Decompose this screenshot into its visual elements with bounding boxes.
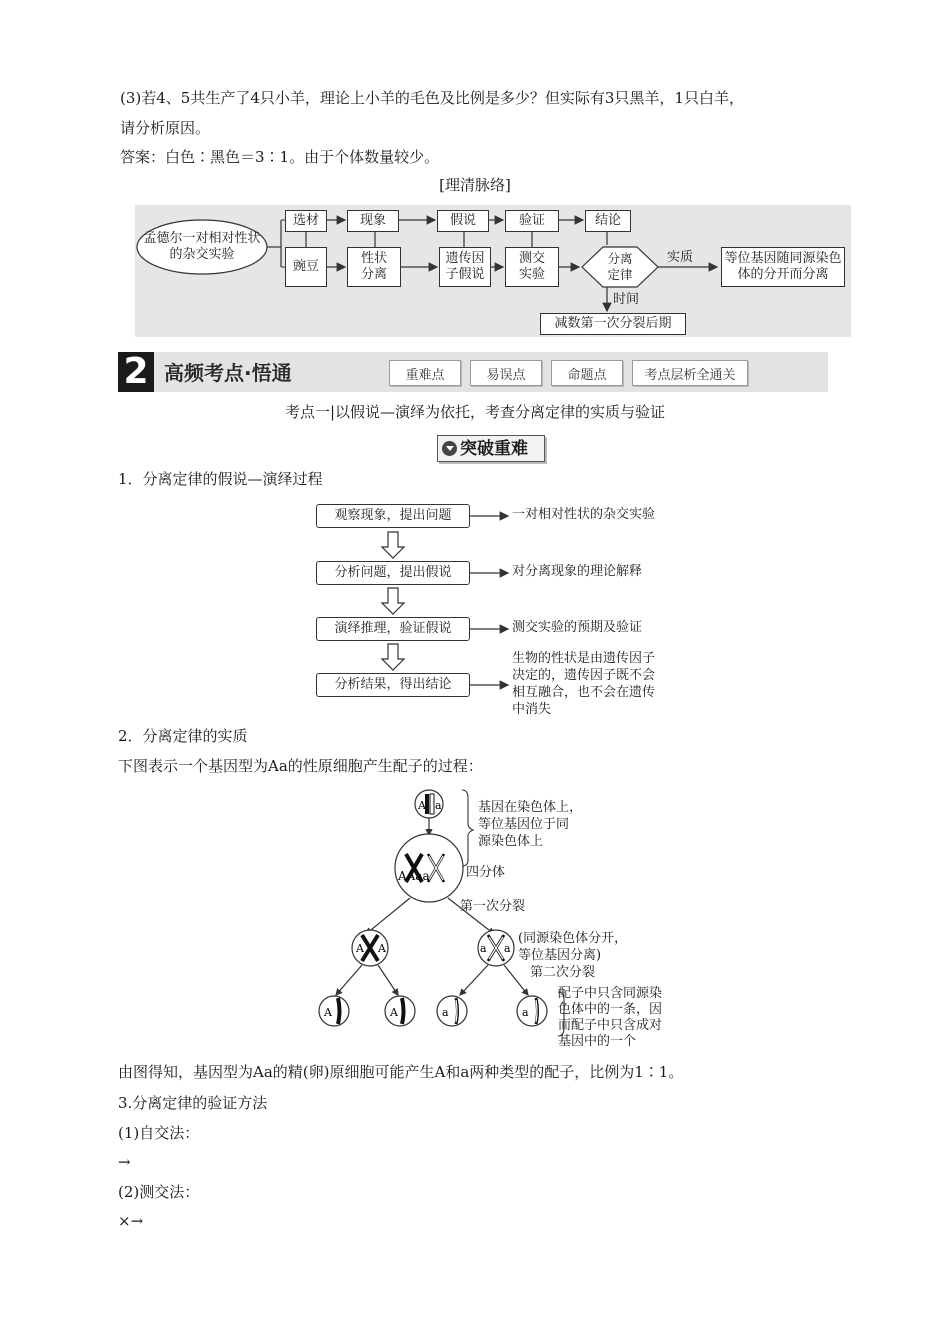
section-2-intro: 下图表示一个基因型为Aa的性原细胞产生配子的过程：: [118, 757, 483, 775]
section-2-conclusion: 由图得知，基因型为Aa的精(卵)原细胞可能产生A和a两种类型的配子，比例为1∶1。: [118, 1063, 684, 1081]
note-gamete-line-3: 而配子中只含成对: [558, 1018, 663, 1033]
step-conclusion-note-2: 决定的，遗传因子既不会: [512, 668, 656, 683]
step-deduction-box: 演绎推理，验证假说: [316, 617, 470, 641]
step-observe-box: 观察现象，提出问题: [316, 504, 470, 528]
overview-flowchart: [135, 205, 851, 337]
note-homologs-line-1: (同源染色体分开，: [518, 931, 628, 946]
method-selfing-label: (1)自交法：: [118, 1124, 200, 1142]
method-testcross-scheme: ×→: [118, 1212, 144, 1230]
step-conclusion-note-1: 生物的性状是由遗传因子: [512, 651, 656, 666]
hypothesis-deduction-connectors: [0, 495, 950, 725]
note-genes-line-3: 源染色体上: [478, 834, 544, 849]
method-selfing-scheme: →: [118, 1153, 131, 1171]
method-testcross-label: (2)测交法：: [118, 1183, 200, 1201]
overview-essence-box: 等位基因随同源染色体的分开而分离: [721, 247, 845, 287]
cell-right-gene-1: a: [480, 942, 487, 955]
overview-start-label: 孟德尔一对相对性状的杂交实验: [143, 231, 261, 262]
gamete-3-gene: a: [442, 1006, 449, 1019]
gamete-2: [385, 996, 415, 1026]
gamete-1: [319, 996, 349, 1026]
section-3-title: 3.分离定律的验证方法: [118, 1094, 268, 1112]
note-genes-line-2: 等位基因位于同: [478, 817, 570, 832]
cell-left-gene-2: A: [378, 942, 386, 955]
topic-title: 考点一|以假说—演绎为依托，考查分离定律的实质与验证: [284, 403, 666, 421]
step-observe-note: 一对相对性状的杂交实验: [512, 507, 656, 522]
tetrad-cell: [395, 834, 463, 902]
note-genes-line-1: 基因在染色体上，: [478, 800, 583, 815]
step-hypothesis-box: 分析问题，提出假说: [316, 561, 470, 585]
overview-step-1: 选材: [285, 210, 327, 232]
gamete-3: [437, 996, 467, 1026]
overview-step-2: 现象: [347, 210, 399, 232]
gamete-4: [517, 996, 547, 1026]
tab-exam-points[interactable]: 命题点: [551, 360, 623, 386]
overview-heading: [理清脉络]: [439, 176, 511, 194]
cell-right-gene-2: a: [504, 942, 511, 955]
overview-time-box: 减数第一次分裂后期: [540, 313, 686, 335]
tetrad-genes: AAaa: [398, 869, 430, 883]
overview-essence-label: 实质: [667, 250, 694, 265]
question-3-answer: 答案：白色∶黑色＝3∶1。由于个体数量较少。: [120, 148, 440, 166]
step-hypothesis-note: 对分离现象的理论解释: [512, 564, 643, 579]
question-3-line-2: 请分析原因。: [120, 119, 211, 137]
gamete-2-gene: A: [390, 1006, 398, 1019]
overview-step-5: 结论: [585, 210, 631, 232]
topic-badge: [437, 435, 545, 462]
tab-full-analysis[interactable]: 考点层析全通关: [632, 360, 748, 386]
cell-after-division-1-right: [478, 930, 514, 966]
gamete-4-gene: a: [522, 1006, 529, 1019]
banner-number: 2: [118, 352, 154, 392]
section-1-title: 1．分离定律的假说—演绎过程: [118, 470, 323, 488]
step-conclusion-box: 分析结果，得出结论: [316, 673, 470, 697]
step-conclusion-note-4: 中消失: [512, 702, 552, 717]
tab-key-difficulty[interactable]: 重难点: [389, 360, 461, 386]
parent-gene-A: A: [418, 799, 426, 812]
cell-after-division-1-left: [352, 930, 388, 966]
overview-step-3: 假说: [437, 210, 489, 232]
note-gamete-line-2: 色体中的一条，因: [558, 1002, 663, 1017]
overview-time-label: 时间: [613, 292, 640, 307]
parent-gene-a: a: [435, 799, 442, 812]
overview-detail-testcross: 测交实验: [505, 247, 559, 287]
tab-common-mistakes[interactable]: 易误点: [470, 360, 542, 386]
badge-label: 突破重难: [460, 439, 528, 459]
section-2-title: 2．分离定律的实质: [118, 727, 248, 745]
note-homologs-line-2: 等位基因分离): [518, 948, 602, 963]
step-deduction-note: 测交实验的预期及验证: [512, 620, 643, 635]
overview-detail-pea: 豌豆: [285, 247, 327, 287]
cell-left-gene-1: A: [356, 942, 364, 955]
banner-title: 高频考点·悟通: [164, 361, 292, 385]
question-3-line-1: (3)若4、5共生产了4只小羊，理论上小羊的毛色及比例是多少？但实际有3只黑羊，1只白羊，: [120, 89, 744, 107]
overview-detail-segregation: 性状分离: [347, 247, 401, 287]
overview-step-4: 验证: [505, 210, 559, 232]
note-gamete-line-4: 基因中的一个: [558, 1034, 637, 1049]
meiosis-diagram: [0, 780, 950, 1060]
overview-detail-law: 分离定律: [607, 251, 633, 282]
parent-cell: [415, 790, 443, 818]
second-division-label: 第二次分裂: [530, 965, 596, 980]
gamete-1-gene: A: [324, 1006, 332, 1019]
overview-detail-hypothesis: 遗传因子假说: [439, 247, 491, 287]
step-conclusion-note-3: 相互融合，也不会在遗传: [512, 685, 656, 700]
tetrad-label: 四分体: [466, 865, 506, 880]
first-division-label: 第一次分裂: [460, 899, 526, 914]
note-gamete-line-1: 配子中只含同源染: [558, 986, 663, 1001]
